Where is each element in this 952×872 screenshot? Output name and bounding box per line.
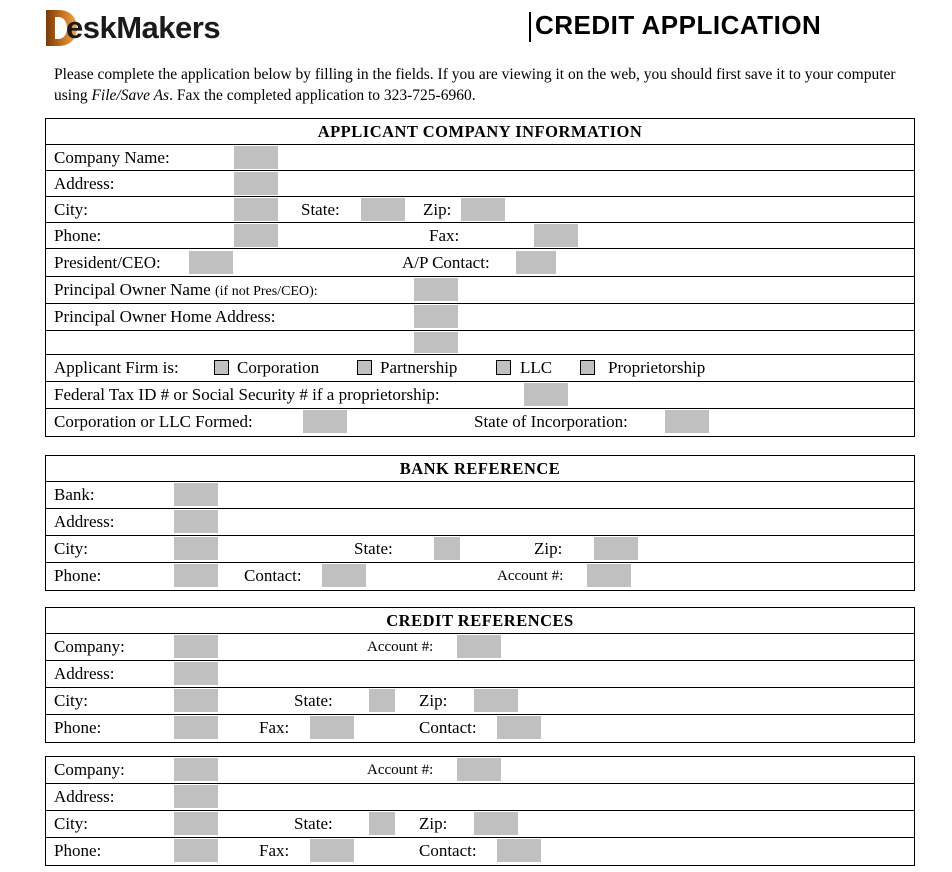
tax-id-row	[46, 382, 914, 409]
phone-label: Phone:	[54, 226, 102, 245]
credit-zip-field[interactable]	[474, 812, 518, 835]
principal-owner-field[interactable]	[414, 278, 458, 301]
bank-contact-field[interactable]	[322, 564, 366, 587]
credit-company-label: Company:	[54, 760, 125, 779]
ap-contact-label: A/P Contact:	[402, 253, 490, 272]
credit-company-field[interactable]	[174, 635, 218, 658]
logo-text: eskMakers	[66, 10, 221, 45]
credit-phone-label: Phone:	[54, 841, 102, 860]
state-incorporation-label: State of Incorporation:	[474, 412, 628, 431]
bank-address-row	[46, 509, 914, 536]
credit-address-field[interactable]	[174, 785, 218, 808]
credit-city-row	[46, 688, 914, 715]
owner-address-label: Principal Owner Home Address:	[54, 307, 276, 326]
president-label: President/CEO:	[54, 253, 161, 272]
fax-label: Fax:	[429, 226, 460, 245]
owner-address-row-2	[46, 331, 914, 355]
address-label: Address:	[54, 174, 115, 193]
title-divider	[529, 12, 531, 42]
ap-contact-field[interactable]	[516, 251, 556, 274]
credit-section-2	[45, 756, 915, 866]
credit-phone-label: Phone:	[54, 718, 102, 737]
llc-label: LLC	[520, 358, 553, 377]
credit-state-field[interactable]	[369, 689, 395, 712]
credit-account-label: Account #:	[367, 762, 434, 778]
credit-phone-row	[46, 838, 914, 865]
city-row	[46, 197, 914, 223]
bank-phone-field[interactable]	[174, 564, 218, 587]
bank-city-row	[46, 536, 914, 563]
credit-fax-field[interactable]	[310, 716, 354, 739]
credit-contact-label: Contact:	[419, 718, 477, 737]
corporation-checkbox[interactable]	[214, 360, 229, 375]
credit-company-label: Company:	[54, 637, 125, 656]
credit-city-field[interactable]	[174, 689, 218, 712]
corporation-label: Corporation	[237, 358, 320, 377]
credit-address-label: Address:	[54, 664, 115, 683]
credit-zip-label: Zip:	[419, 814, 448, 833]
city-field[interactable]	[234, 198, 278, 221]
phone-row	[46, 223, 914, 249]
bank-field[interactable]	[174, 483, 218, 506]
page-title: CREDIT APPLICATION	[535, 10, 822, 40]
address-row	[46, 171, 914, 197]
zip-field[interactable]	[461, 198, 505, 221]
state-incorporation-field[interactable]	[665, 410, 709, 433]
owner-address-field-2[interactable]	[414, 332, 458, 353]
president-field[interactable]	[189, 251, 233, 274]
credit-city-label: City:	[54, 691, 89, 710]
credit-contact-field[interactable]	[497, 839, 541, 862]
credit-account-label: Account #:	[367, 639, 434, 655]
credit-state-field[interactable]	[369, 812, 395, 835]
bank-account-label: Account #:	[497, 568, 564, 584]
owner-address-field[interactable]	[414, 305, 458, 328]
bank-phone-label: Phone:	[54, 566, 102, 585]
bank-contact-label: Contact:	[244, 566, 302, 585]
menu-path: File/Save As	[91, 87, 170, 104]
credit-city-label: City:	[54, 814, 89, 833]
credit-company-row	[46, 757, 914, 784]
credit-phone-field[interactable]	[174, 839, 218, 862]
owner-address-row	[46, 304, 914, 331]
firm-type-label: Applicant Firm is:	[54, 358, 179, 377]
credit-state-label: State:	[294, 814, 333, 833]
credit-phone-field[interactable]	[174, 716, 218, 739]
credit-contact-label: Contact:	[419, 841, 477, 860]
credit-account-field[interactable]	[457, 758, 501, 781]
company-name-field[interactable]	[234, 146, 278, 169]
partnership-checkbox[interactable]	[357, 360, 372, 375]
intro-text: Please complete the application below by filling in the fields. If you are viewing it on the web, you should first save it to your computer using File/Save As. Fax the completed application to 323-725-6960.	[54, 66, 896, 104]
firm-type-row	[46, 355, 914, 382]
formed-label: Corporation or LLC Formed:	[54, 412, 253, 431]
formed-row	[46, 409, 914, 436]
city-label: City:	[54, 200, 89, 219]
state-label: State:	[301, 200, 340, 219]
credit-fax-label: Fax:	[259, 718, 290, 737]
credit-city-row	[46, 811, 914, 838]
president-row	[46, 249, 914, 277]
tax-id-label: Federal Tax ID # or Social Security # if a proprietorship:	[54, 385, 440, 404]
bank-account-field[interactable]	[587, 564, 631, 587]
bank-state-label: State:	[354, 539, 393, 558]
formed-field[interactable]	[303, 410, 347, 433]
credit-account-field[interactable]	[457, 635, 501, 658]
bank-city-field[interactable]	[174, 537, 218, 560]
principal-owner-row	[46, 277, 914, 304]
credit-zip-field[interactable]	[474, 689, 518, 712]
credit-state-label: State:	[294, 691, 333, 710]
bank-address-field[interactable]	[174, 510, 218, 533]
credit-city-field[interactable]	[174, 812, 218, 835]
section-heading: APPLICANT COMPANY INFORMATION	[46, 119, 914, 145]
proprietorship-label: Proprietorship	[608, 358, 706, 377]
company-name-row	[46, 145, 914, 171]
fax-field[interactable]	[534, 224, 578, 247]
bank-phone-row	[46, 563, 914, 590]
credit-address-label: Address:	[54, 787, 115, 806]
credit-address-row	[46, 784, 914, 811]
tax-id-field[interactable]	[524, 383, 568, 406]
credit-contact-field[interactable]	[497, 716, 541, 739]
section-heading: CREDIT REFERENCES	[46, 608, 914, 634]
credit-company-field[interactable]	[174, 758, 218, 781]
credit-phone-row	[46, 715, 914, 742]
bank-row	[46, 482, 914, 509]
company-name-label: Company Name:	[54, 148, 170, 167]
credit-fax-label: Fax:	[259, 841, 290, 860]
principal-owner-label: Principal Owner Name (if not Pres/CEO):	[54, 280, 318, 299]
bank-zip-field[interactable]	[594, 537, 638, 560]
bank-address-label: Address:	[54, 512, 115, 531]
credit-section-1	[45, 607, 915, 743]
credit-fax-field[interactable]	[310, 839, 354, 862]
bank-city-label: City:	[54, 539, 89, 558]
credit-zip-label: Zip:	[419, 691, 448, 710]
credit-address-row	[46, 661, 914, 688]
state-field[interactable]	[361, 198, 405, 221]
phone-field[interactable]	[234, 224, 278, 247]
bank-state-field[interactable]	[434, 537, 460, 560]
proprietorship-checkbox[interactable]	[580, 360, 595, 375]
credit-company-row	[46, 634, 914, 661]
llc-checkbox[interactable]	[496, 360, 511, 375]
credit-address-field[interactable]	[174, 662, 218, 685]
bank-section	[45, 455, 915, 591]
partnership-label: Partnership	[380, 358, 458, 377]
address-field[interactable]	[234, 172, 278, 195]
zip-label: Zip:	[423, 200, 452, 219]
bank-label: Bank:	[54, 485, 95, 504]
applicant-section	[45, 118, 915, 437]
section-heading: BANK REFERENCE	[46, 456, 914, 482]
bank-zip-label: Zip:	[534, 539, 563, 558]
